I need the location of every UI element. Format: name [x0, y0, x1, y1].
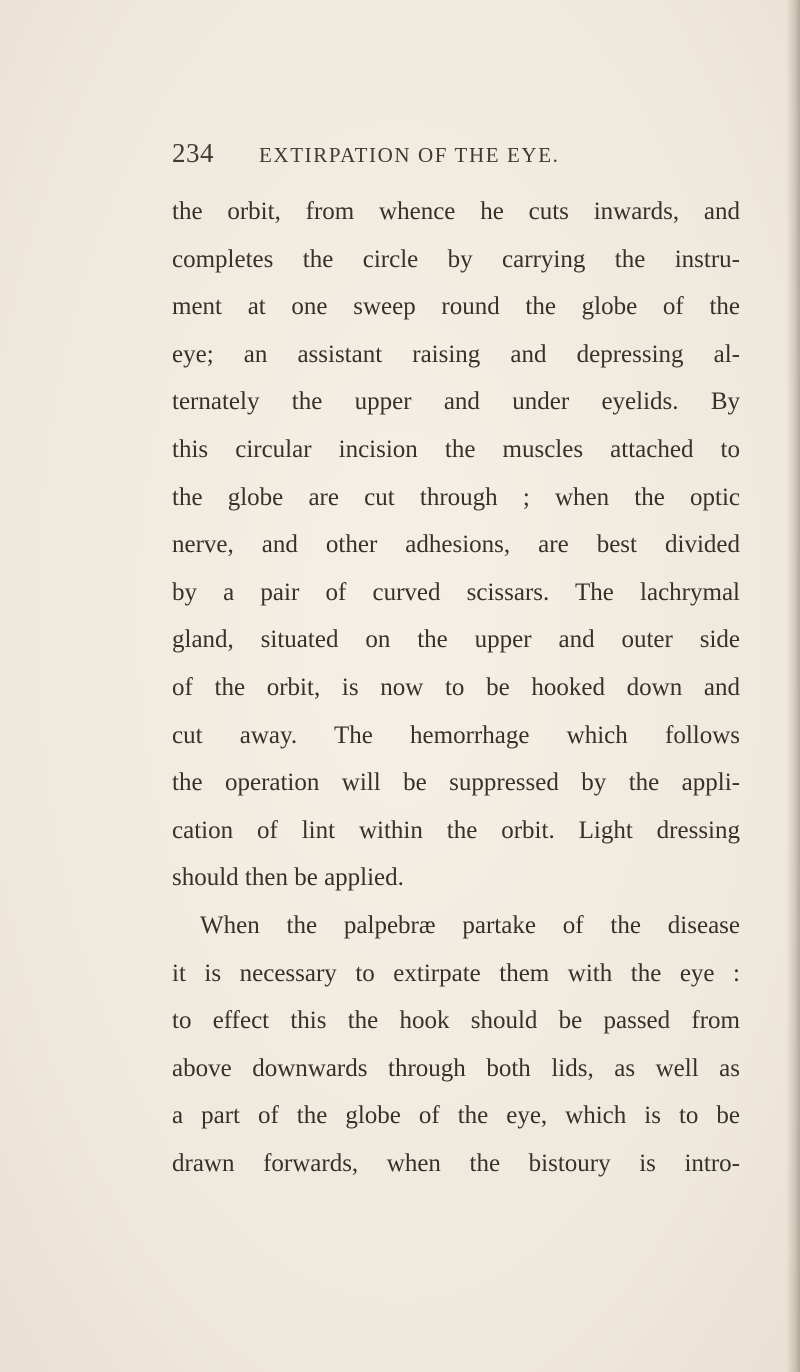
text-line: by a pair of curved scissars. The lachrymal — [172, 578, 740, 606]
page-edge-shadow — [786, 0, 800, 1372]
text-line: nerve, and other adhesions, are best divided — [172, 531, 740, 559]
page-header — [172, 138, 732, 178]
body-text — [172, 188, 740, 1187]
page-number: 234 — [172, 138, 214, 168]
text-line: ternately the upper and under eyelids. By — [172, 388, 740, 416]
text-line: the globe are cut through ; when the optic — [172, 483, 740, 511]
text-line: completes the circle by carrying the instru- — [172, 245, 740, 273]
text-line: ment at one sweep round the globe of the — [172, 293, 740, 321]
running-head: EXTIRPATION OF THE EYE. — [259, 143, 560, 167]
text-line: the orbit, from whence he cuts inwards, and — [172, 198, 740, 225]
text-line: When the palpebræ partake of the disease — [200, 911, 740, 939]
text-line: eye; an assistant raising and depressing al- — [172, 340, 740, 368]
text-line: gland, situated on the upper and outer side — [172, 626, 740, 654]
text-line: of the orbit, is now to be hooked down and — [172, 673, 740, 701]
text-line: a part of the globe of the eye, which is to be — [172, 1102, 740, 1130]
text-line: this circular incision the muscles attached to — [172, 435, 740, 463]
text-line: cation of lint within the orbit. Light dressing — [172, 816, 740, 844]
text-line: cut away. The hemorrhage which follows — [172, 721, 740, 749]
text-line: drawn forwards, when the bistoury is intro- — [172, 1149, 740, 1177]
text-line: the operation will be suppressed by the appli- — [172, 769, 740, 797]
text-line: above downwards through both lids, as well as — [172, 1054, 740, 1082]
text-line: should then be applied. — [172, 864, 404, 892]
text-line: to effect this the hook should be passed from — [172, 1007, 740, 1035]
text-line: it is necessary to extirpate them with the eye : — [172, 959, 740, 987]
